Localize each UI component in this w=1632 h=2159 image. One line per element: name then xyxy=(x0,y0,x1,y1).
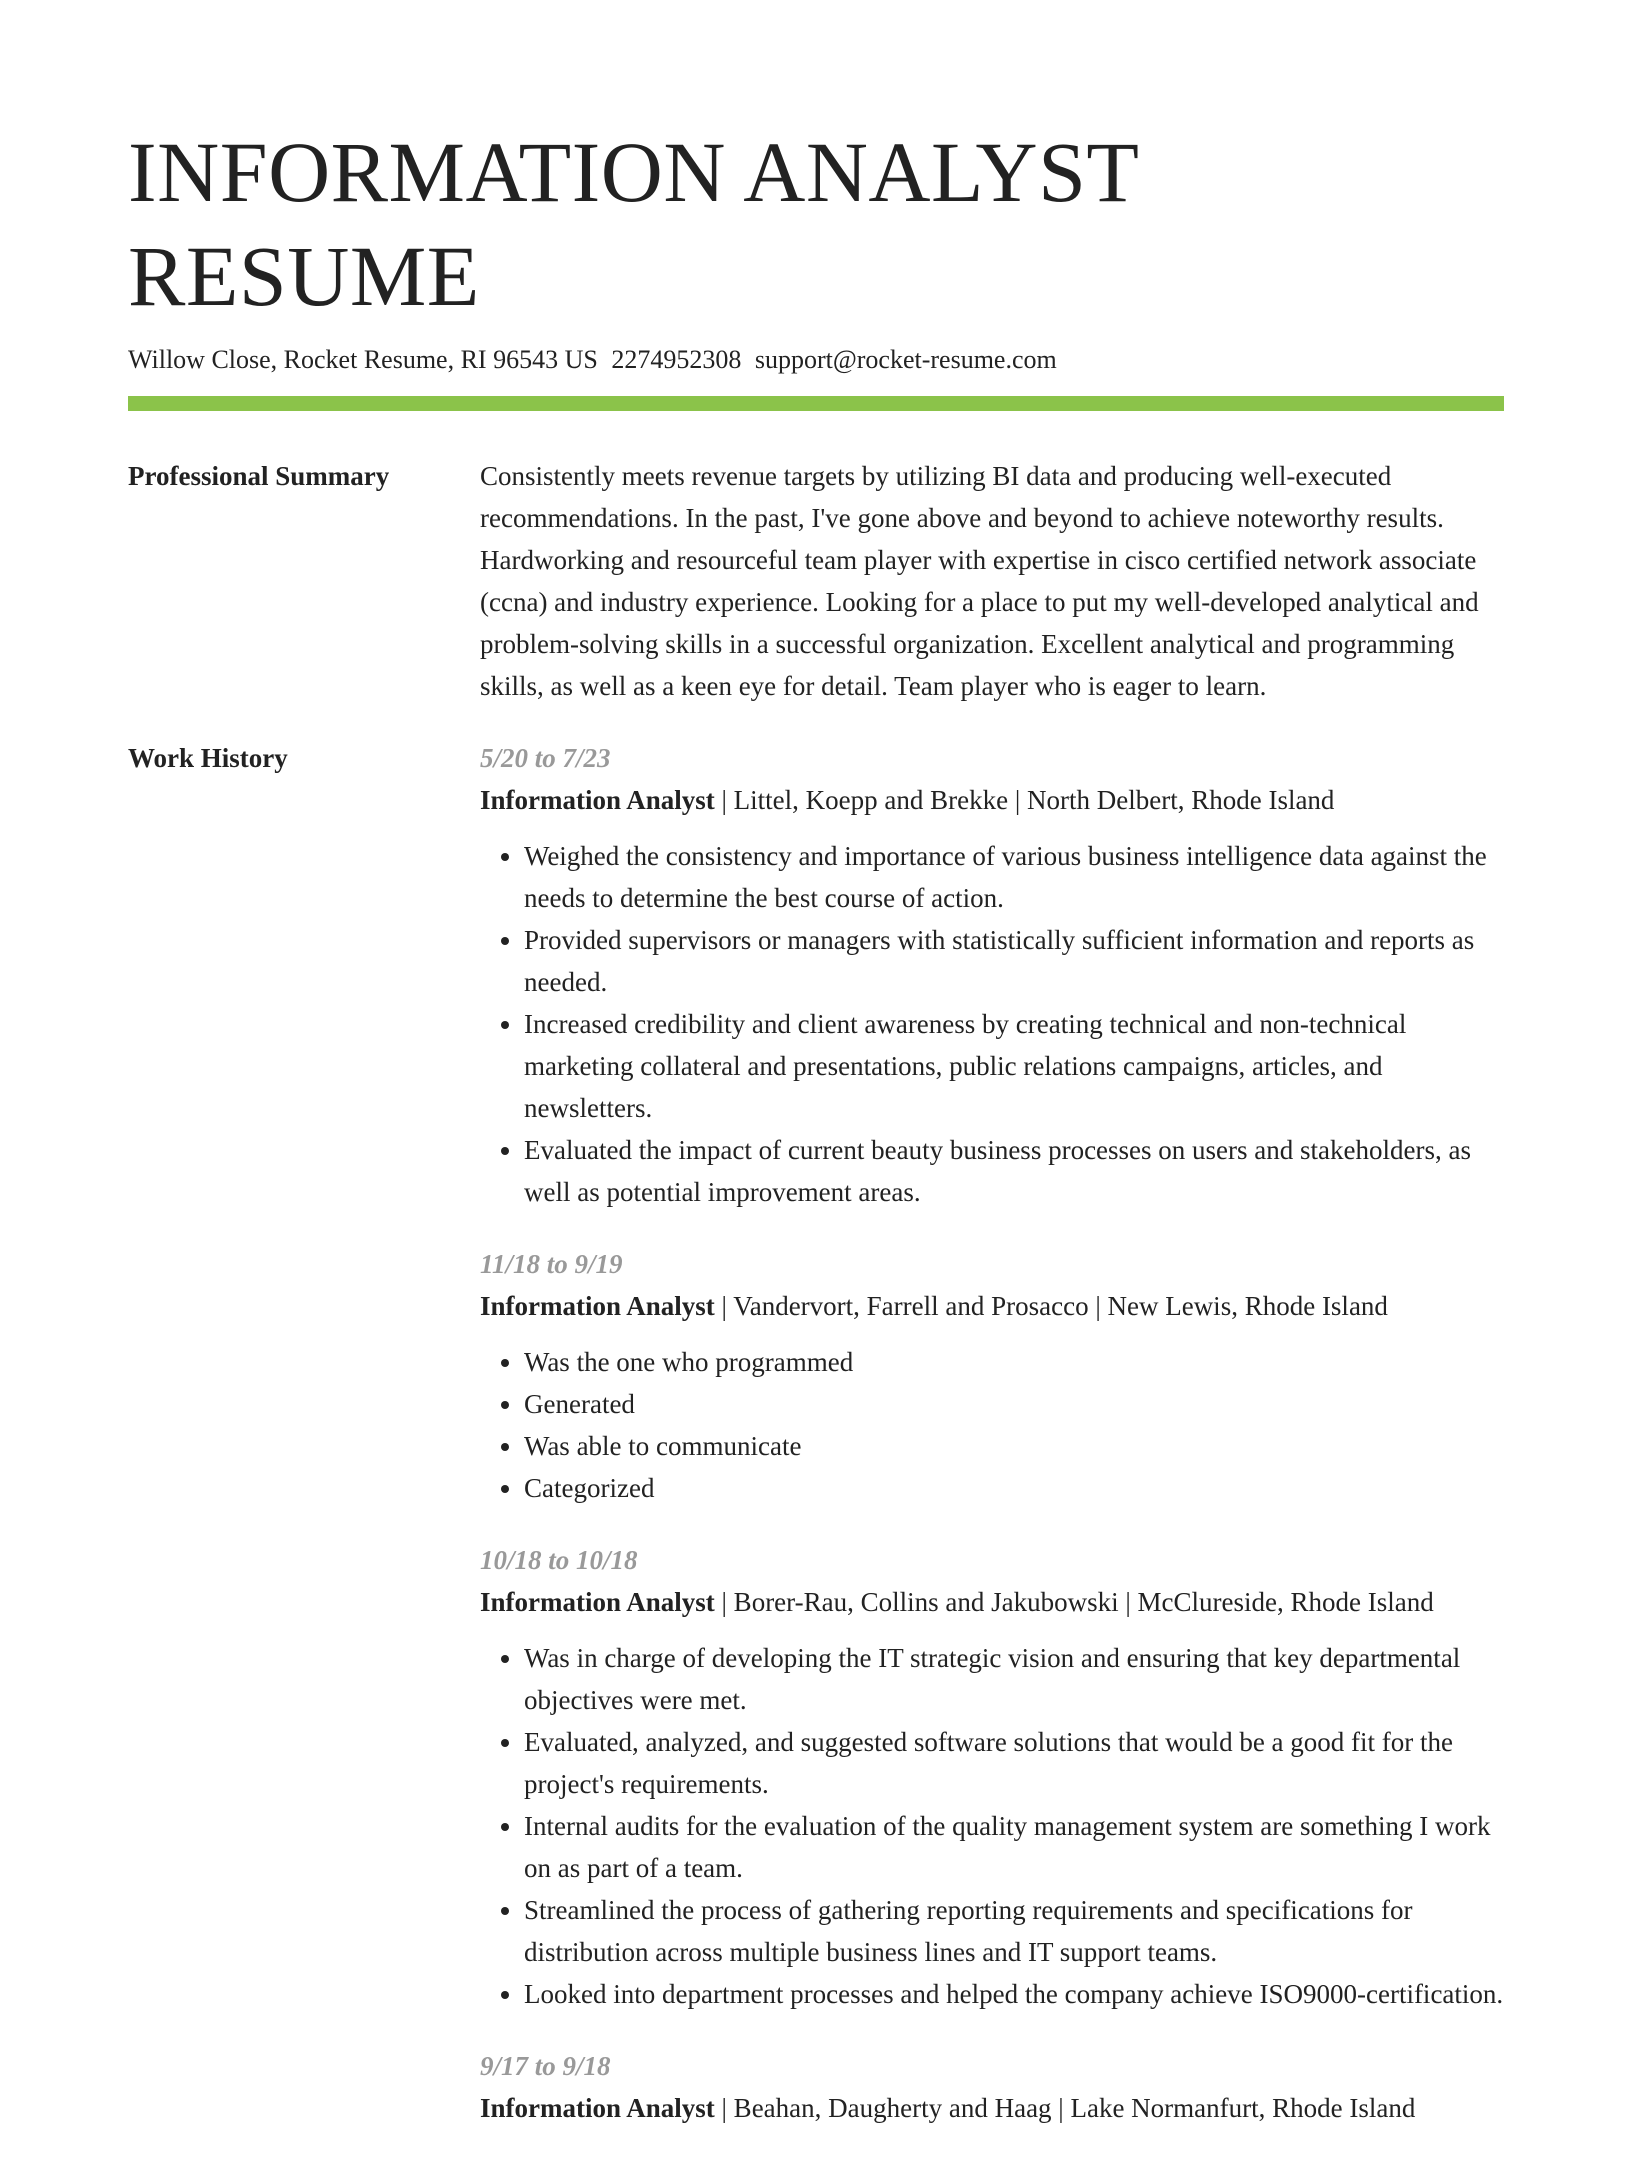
job-bullet: • Evaluated the impact of current beauty business processes on users and stakeholders, as well as potential improvement areas. xyxy=(524,1129,1504,1213)
section-label-summary: Professional Summary xyxy=(128,461,390,491)
professional-summary-section xyxy=(128,455,1504,707)
job-dates: 10/18 to 10/18 xyxy=(480,1545,638,1575)
job-title: Information Analyst xyxy=(480,2093,715,2123)
contact-line xyxy=(128,342,1504,378)
job-bullet: • Evaluated, analyzed, and suggested software solutions that would be a good fit for the project's requirements. xyxy=(524,1721,1504,1805)
work-history-section xyxy=(128,737,1504,2159)
job-employer-location: | Vandervort, Farrell and Prosacco | New Lewis, Rhode Island xyxy=(714,1291,1388,1321)
section-label-work-history: Work History xyxy=(128,743,288,773)
contact-address: Willow Close, Rocket Resume, RI 96543 US xyxy=(128,345,598,374)
job-bullet: • Was in charge of developing the IT strategic vision and ensuring that key departmental objectives were met. xyxy=(524,1637,1504,1721)
job-title: Information Analyst xyxy=(480,1291,715,1321)
summary-body xyxy=(480,455,1504,707)
job-employer-location: | Borer-Rau, Collins and Jakubowski | McClureside, Rhode Island xyxy=(714,1587,1434,1617)
job-bullet: • Looked into department processes and helped the company achieve ISO9000-certification. xyxy=(524,1973,1504,2015)
job-entry xyxy=(480,737,1504,1213)
job-bullet: • Internal audits for the evaluation of the quality management system are something I work on as part of a team. xyxy=(524,1805,1504,1889)
contact-phone: 2274952308 xyxy=(611,345,742,374)
job-dates: 11/18 to 9/19 xyxy=(480,1249,623,1279)
job-entry xyxy=(480,1539,1504,2015)
job-dates: 9/17 to 9/18 xyxy=(480,2051,611,2081)
job-bullet: • Generated xyxy=(524,1383,1504,1425)
job-bullet: • Weighed the consistency and importance of various business intelligence data against the needs to determine the best course of action. xyxy=(524,835,1504,919)
job-dates: 5/20 to 7/23 xyxy=(480,743,611,773)
job-entry xyxy=(480,2045,1504,2129)
job-bullet: • Increased credibility and client awareness by creating technical and non-technical marketing collateral and presentations, public relations campaigns, articles, and newsletters. xyxy=(524,1003,1504,1129)
job-bullet: • Provided supervisors or managers with statistically sufficient information and reports as needed. xyxy=(524,919,1504,1003)
job-bullet-list xyxy=(480,1341,1504,1509)
job-bullet-list xyxy=(480,835,1504,1213)
summary-text: Consistently meets revenue targets by utilizing BI data and producing well-executed recommendations. In the past, I've gone above and beyond to achieve noteworthy results. Hardworking and resourceful team player with expertise in cisco certified network associate (ccna) and industry experience. Looking for a place to put my well-developed analytical and problem-solving skills in a successful organization. Excellent analytical and programming skills, as well as a keen eye for detail. Team player who is eager to learn. xyxy=(480,461,1479,701)
resume-page xyxy=(128,120,1504,2159)
resume-title: INFORMATION ANALYST RESUME xyxy=(128,124,1138,324)
accent-divider xyxy=(128,396,1504,411)
job-heading xyxy=(480,1285,1504,1327)
job-bullet-list xyxy=(480,1637,1504,2015)
job-title: Information Analyst xyxy=(480,1587,715,1617)
job-employer-location: | Littel, Koepp and Brekke | North Delbert, Rhode Island xyxy=(714,785,1335,815)
job-employer-location: | Beahan, Daugherty and Haag | Lake Normanfurt, Rhode Island xyxy=(714,2093,1416,2123)
contact-email: support@rocket-resume.com xyxy=(754,345,1057,374)
job-bullet: • Was able to communicate xyxy=(524,1425,1504,1467)
job-entry xyxy=(480,1243,1504,1509)
job-bullet: • Categorized xyxy=(524,1467,1504,1509)
job-heading xyxy=(480,779,1504,821)
job-title: Information Analyst xyxy=(480,785,715,815)
work-history-list xyxy=(480,737,1504,2159)
job-bullet: • Was the one who programmed xyxy=(524,1341,1504,1383)
job-heading xyxy=(480,1581,1504,1623)
job-heading xyxy=(480,2087,1504,2129)
job-bullet: • Streamlined the process of gathering reporting requirements and specifications for distribution across multiple business lines and IT support teams. xyxy=(524,1889,1504,1973)
